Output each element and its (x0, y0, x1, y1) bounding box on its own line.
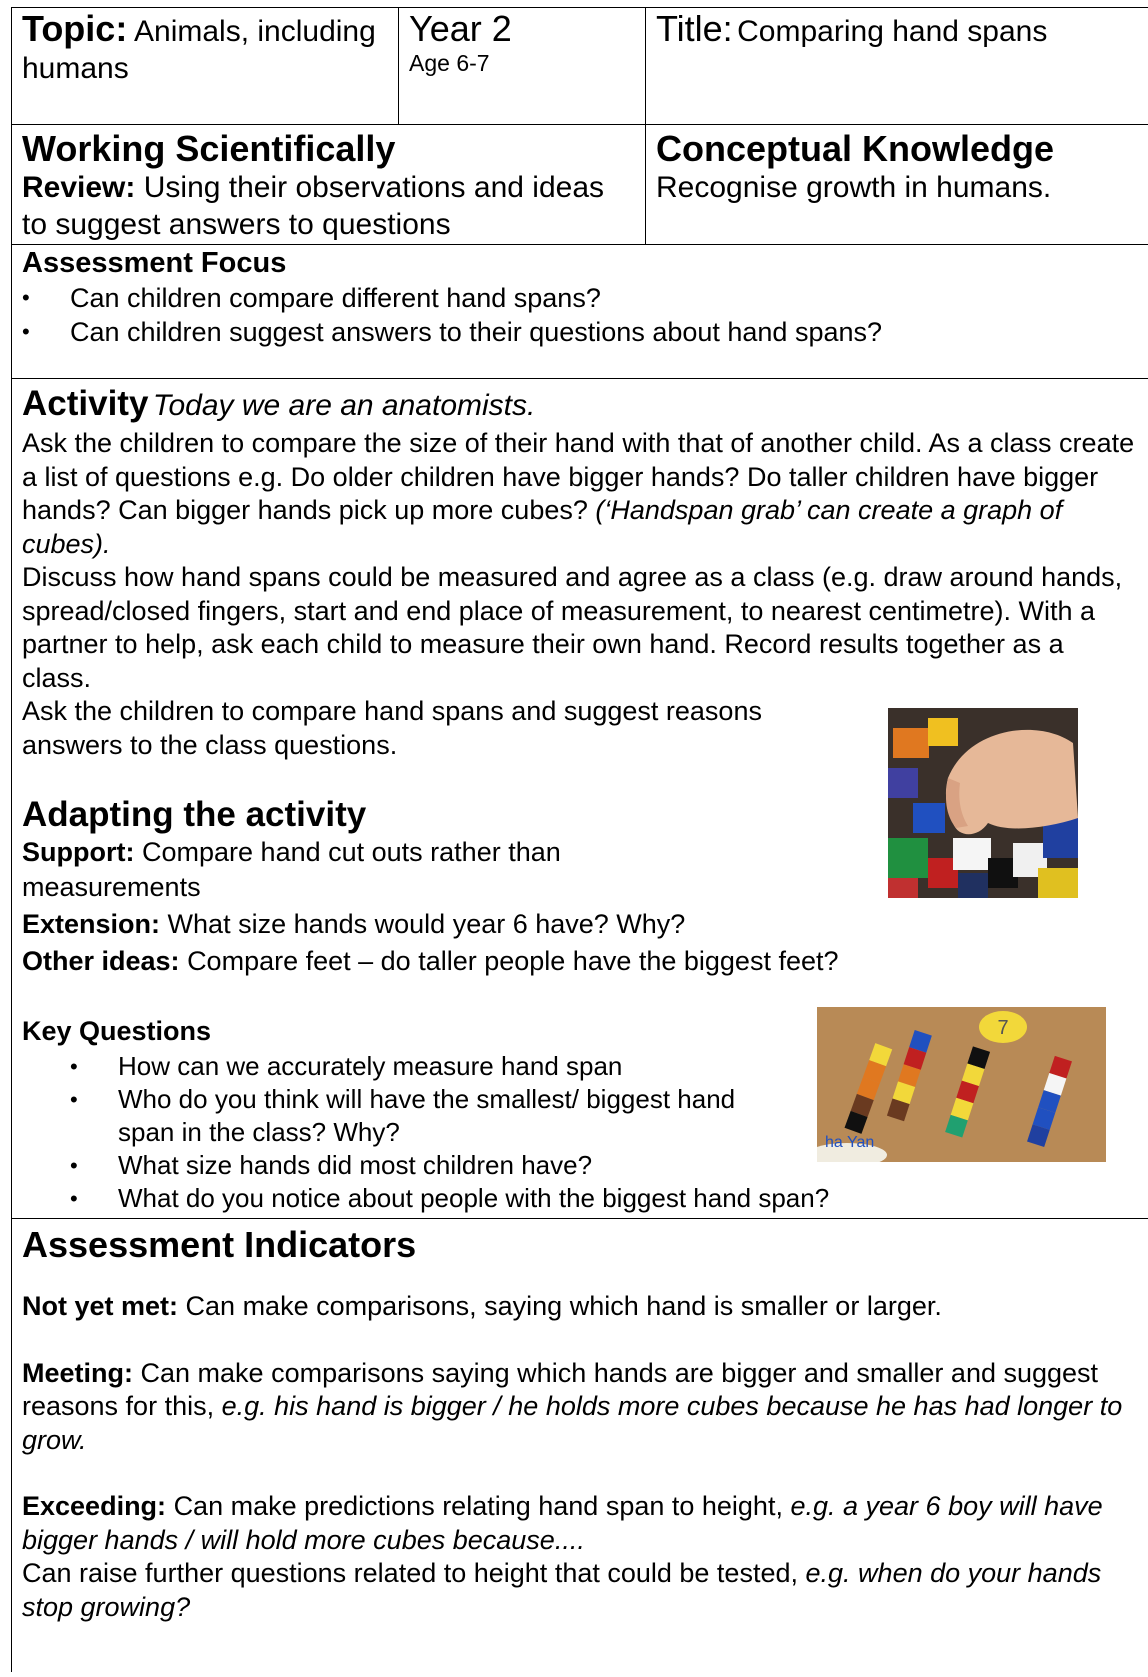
review-text: Using their observations and ideas to suggest answers to questions (22, 171, 605, 241)
topic-label: Topic: (22, 8, 128, 49)
focus-item: • Can children suggest answers to their questions about hand spans? (70, 315, 1137, 349)
activity-paragraph-1-italic: (‘Handspan grab’ can create a graph of cubes). (22, 495, 1063, 559)
support-label: Support: (22, 837, 135, 867)
lesson-plan-sheet (11, 7, 1148, 1672)
not-yet-label: Not yet met: (22, 1291, 179, 1321)
focus-heading: Assessment Focus (22, 247, 287, 279)
photo-number-label: 7 (997, 1017, 1009, 1039)
year-cell (398, 8, 645, 79)
exceeding-text: Can make predictions relating hand span to height, (173, 1491, 783, 1521)
age-label: Age 6-7 (409, 50, 490, 76)
conceptual-cell (645, 129, 1148, 206)
key-question-item: • Who do you think will have the smallest/ biggest hand span in the class? Why? (118, 1083, 758, 1149)
activity-paragraph-1: Ask the children to compare the size of their hand with that of another child. As a class create a list of questions e.g. Do older children have bigger hands? Do taller children have bigger hands? Can bigger hands pick up more cubes? (22, 428, 1135, 525)
extension-label: Extension: (22, 909, 161, 939)
not-yet-text: Can make comparisons, saying which hand is smaller or larger. (185, 1291, 942, 1321)
meeting-example: e.g. his hand is bigger / he holds more cubes because he has had longer to grow. (22, 1391, 1123, 1455)
divider-working (11, 244, 1148, 245)
key-questions-heading: Key Questions (22, 1016, 212, 1046)
title-label: Title: (656, 8, 733, 49)
year-label: Year 2 (409, 8, 512, 49)
activity-paragraph-3: Ask the children to compare hand spans and suggest reasons answers to the class questions. (22, 696, 762, 760)
key-question-item: • How can we accurately measure hand span (118, 1050, 758, 1083)
focus-item: • Can children compare different hand spans? (70, 281, 1137, 315)
working-cell (11, 129, 645, 243)
exceeding-example: e.g. a year 6 boy will have bigger hands / will hold more cubes because.... (22, 1491, 1103, 1555)
border-top (11, 7, 1148, 8)
review-label: Review: (22, 171, 136, 204)
cube-towers-photo (817, 1007, 1106, 1162)
extension-text: What size hands would year 6 have? Why? (167, 909, 686, 939)
other-ideas-label: Other ideas: (22, 946, 180, 976)
exceeding-label: Exceeding: (22, 1491, 167, 1521)
topic-value: Animals, including humans (22, 15, 376, 85)
further-questions-text: Can raise further questions related to height that could be tested, (22, 1558, 798, 1588)
topic-cell (11, 8, 398, 87)
further-questions-example: e.g. when do your hands stop growing? (22, 1558, 1102, 1622)
adapting-heading: Adapting the activity (22, 795, 367, 834)
photo-name-label: ha Yan (825, 1134, 875, 1151)
activity-subtitle: Today we are an anatomists. (152, 389, 536, 422)
activity-heading: Activity (22, 384, 149, 423)
conceptual-text: Recognise growth in humans. (656, 171, 1052, 204)
hand-cubes-photo (888, 708, 1078, 898)
assessment-indicators-cell (11, 1223, 1148, 1624)
key-question-item: • What do you notice about people with the biggest hand span? (118, 1182, 1137, 1215)
hand-cubes-illustration (888, 708, 1078, 898)
activity-paragraph-2: Discuss how hand spans could be measured and agree as a class (e.g. draw around hands, spread/closed fingers, start and end place of measurement, to nearest centimetre). With a partner to help, ask each child to measure their own hand. Record results together as a class. (22, 562, 1123, 693)
indicators-heading: Assessment Indicators (22, 1224, 417, 1265)
divider-activity (11, 1218, 1148, 1219)
meeting-text: Can make comparisons saying which hands are bigger and smaller and suggest reasons for this, (22, 1357, 1099, 1421)
divider-header (11, 124, 1148, 125)
title-value: Comparing hand spans (737, 15, 1048, 48)
other-ideas-text: Compare feet – do taller people have the biggest feet? (187, 946, 839, 976)
title-cell (645, 8, 1148, 50)
conceptual-heading: Conceptual Knowledge (656, 128, 1055, 169)
divider-focus (11, 378, 1148, 379)
meeting-label: Meeting: (22, 1357, 133, 1388)
cube-towers-illustration (817, 1007, 1106, 1162)
key-question-item: • What size hands did most children have? (118, 1149, 1137, 1182)
working-heading: Working Scientifically (22, 128, 396, 169)
assessment-focus-cell (11, 246, 1148, 349)
support-text: Compare hand cut outs rather than measurements (22, 837, 561, 902)
